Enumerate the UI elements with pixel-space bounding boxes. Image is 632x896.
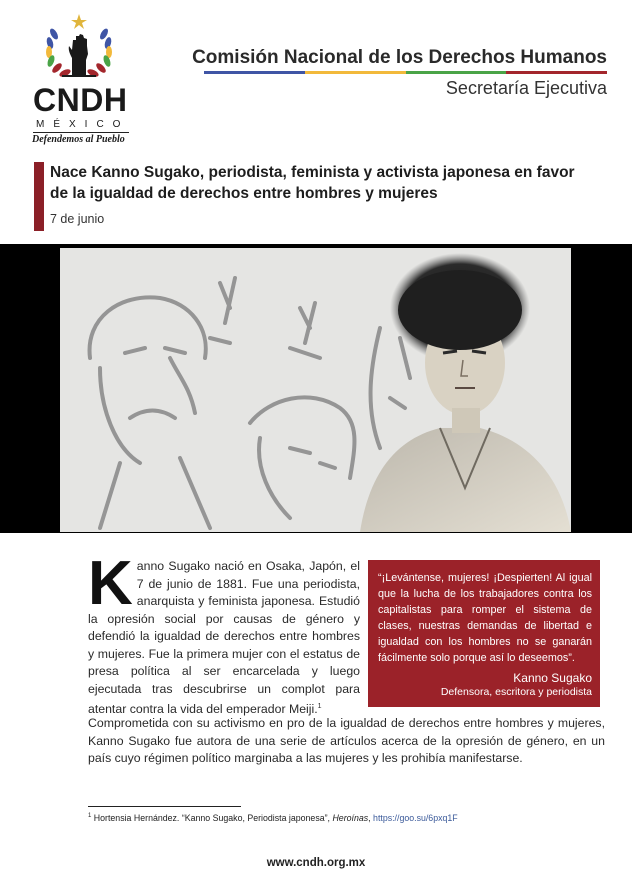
org-name: Comisión Nacional de los Derechos Humanos (192, 47, 607, 68)
quote-author: Kanno Sugako (513, 671, 592, 685)
unit-name: Secretaría Ejecutiva (445, 78, 607, 98)
date: 7 de junio (50, 212, 105, 226)
portrait-illustration-icon (60, 248, 571, 532)
website-url[interactable]: www.cndh.org.mx (266, 857, 366, 869)
footnote-divider (88, 806, 241, 807)
logo-country: MÉXICO (36, 119, 130, 130)
footnote-text: Hortensia Hernández. “Kanno Sugako, Periodista japonesa”, (93, 813, 330, 823)
footnote: $^1$ Hortensia Hernández. “Kanno Sugako, Periodista japonesa”, Heroínas, https://goo.su/6pxq1F (88, 813, 458, 823)
footnote-source: Heroínas (332, 813, 369, 823)
footnote-ref[interactable]: 1 (317, 703, 322, 710)
quote-text: “¡Levántense, mujeres! ¡Despierten! Al igual que la lucha de los trabajadores contra los capitalistas para romper el sistema de clases, nuestras demandas de libertad e igualdad con los hombres no se ganarán fácilmente solo porque así lo deseemos”. (378, 572, 592, 664)
footnote-link[interactable]: https://goo.su/6pxq1F (373, 813, 458, 823)
quote-role: Defensora, escritora y periodista (440, 686, 592, 698)
color-bar-red (506, 71, 607, 74)
hero-image (60, 248, 571, 532)
headline: Nace Kanno Sugako, periodista, feminista y activista japonesa en favor de la igualdad de derechos entre hombres y mujeres (50, 164, 575, 202)
color-bar-blue (204, 71, 305, 74)
title-accent-bar (34, 162, 44, 231)
logo-divider (33, 132, 129, 133)
dropcap: K (88, 549, 133, 618)
article-paragraph-2: Comprometida con su activismo en pro de la igualdad de derechos entre hombres y mujeres, Kanno Sugako fue autora de una serie de artículos acerca de la opresión de género, en un país cuyo régimen político marginaba a las mujeres y les prohibía manifestarse. (88, 716, 605, 765)
color-bar-yellow (305, 71, 406, 74)
color-bar-green (406, 71, 507, 74)
color-bar (204, 71, 607, 74)
hero-image-band (0, 244, 632, 533)
quote-box (368, 560, 600, 707)
article-paragraph-1 (88, 549, 360, 719)
logo-motto: Defendemos al Pueblo (32, 134, 125, 145)
paragraph-1-text: anno Sugako nació en Osaka, Japón, el 7 de junio de 1881. Fue una periodista, anarquista y feminista japonesa. Estudió la opresión social por causas de género y defendió la igualdad de derechos entre hombres y mujeres. Fue la primera mujer con el estatus de presa política al ser encarcelada y luego ejecutada tras descubrirse un complot para atentar contra la vida del emperador Meiji. (88, 559, 360, 717)
hand-laurel-emblem-icon (20, 10, 138, 82)
logo-acronym: CNDH (33, 82, 128, 118)
footnote-number: 1 (88, 813, 92, 820)
cndh-logo (20, 10, 138, 145)
